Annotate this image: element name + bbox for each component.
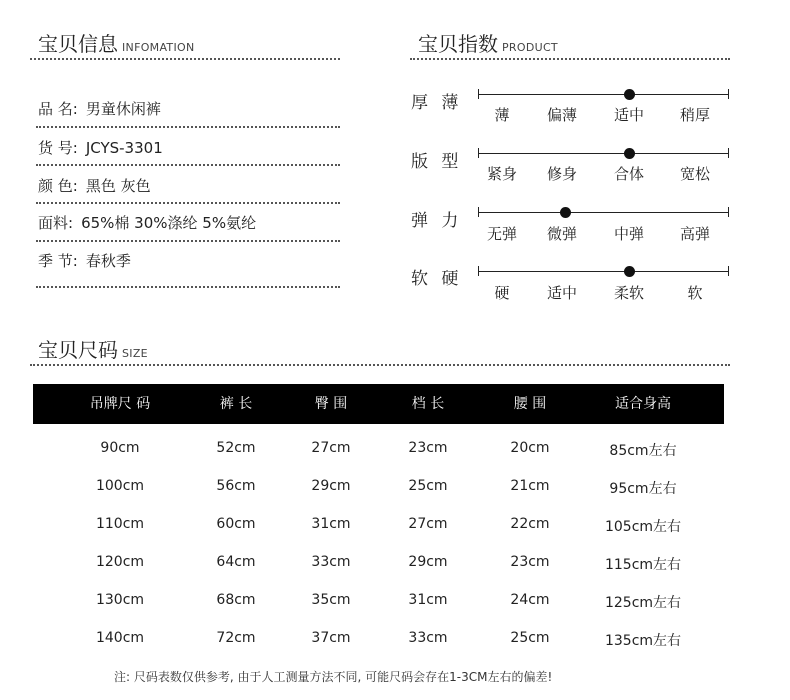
size-table-cell: 105cm左右 — [604, 519, 682, 535]
size-table-cell: 29cm — [311, 478, 351, 494]
index-option: 高弹 — [679, 225, 710, 243]
info-title-en: INFOMATION — [122, 41, 195, 54]
index-option: 薄 — [494, 106, 510, 124]
size-table-cell: 60cm — [216, 516, 256, 532]
size-table-cell: 130cm — [95, 592, 145, 608]
size-title-en: SIZE — [122, 347, 148, 360]
index-option: 宽松 — [679, 165, 710, 183]
index-scale — [478, 153, 728, 154]
info-row — [38, 175, 151, 196]
divider — [36, 286, 340, 288]
index-label: 软 硬 — [411, 269, 463, 289]
index-option: 微弹 — [546, 225, 577, 243]
size-table-cell: 23cm — [510, 554, 550, 570]
info-value: 男童休闲裤 — [85, 100, 161, 118]
divider — [36, 164, 340, 166]
size-table-cell: 37cm — [311, 630, 351, 646]
size-table-cell: 100cm — [95, 478, 145, 494]
info-label: 货 号: — [38, 139, 78, 157]
divider — [30, 364, 730, 366]
size-table-cell: 33cm — [311, 554, 351, 570]
size-table-cell: 140cm — [95, 630, 145, 646]
scale-tick — [478, 266, 479, 276]
index-option: 合体 — [613, 165, 644, 183]
index-title: 宝贝指数 — [418, 32, 498, 56]
scale-tick — [728, 207, 729, 217]
info-section-title — [38, 28, 194, 57]
size-table-cell: 31cm — [311, 516, 351, 532]
size-table-header-cell: 适合身高 — [615, 396, 671, 412]
info-label: 品 名: — [38, 100, 78, 118]
size-table-cell: 95cm左右 — [609, 481, 677, 497]
index-option: 稍厚 — [679, 106, 710, 124]
divider — [36, 240, 340, 242]
index-scale — [478, 94, 728, 95]
size-table-cell: 125cm左右 — [604, 595, 682, 611]
index-label: 弹 力 — [411, 211, 463, 231]
divider — [36, 126, 340, 128]
info-label: 颜 色: — [38, 177, 78, 195]
index-option: 偏薄 — [546, 106, 577, 124]
size-table-cell: 20cm — [510, 440, 550, 456]
size-table-cell: 120cm — [95, 554, 145, 570]
size-table-cell: 90cm — [100, 440, 140, 456]
scale-tick — [728, 148, 729, 158]
index-option: 软 — [687, 284, 703, 302]
size-table-cell: 21cm — [510, 478, 550, 494]
index-option: 适中 — [613, 106, 644, 124]
info-label: 面料: — [38, 214, 74, 232]
size-table-cell: 23cm — [408, 440, 448, 456]
size-table-cell: 33cm — [408, 630, 448, 646]
size-table-cell: 22cm — [510, 516, 550, 532]
divider — [410, 58, 730, 60]
size-table-cell: 24cm — [510, 592, 550, 608]
size-note: 注: 尺码表数仅供参考, 由于人工测量方法不同, 可能尺码会存在1-3CM左右的偏差! — [114, 670, 553, 684]
info-value: 黑色 灰色 — [85, 177, 151, 195]
size-table-cell: 31cm — [408, 592, 448, 608]
info-value: 春秋季 — [85, 252, 131, 270]
size-table-header-cell: 档 长 — [411, 396, 445, 412]
index-option: 柔软 — [613, 284, 644, 302]
index-section-title — [418, 28, 558, 57]
info-value: 65%棉 30%涤纶 5%氨纶 — [81, 214, 257, 232]
size-table-cell: 72cm — [216, 630, 256, 646]
scale-tick — [478, 207, 479, 217]
size-table-cell: 29cm — [408, 554, 448, 570]
size-title: 宝贝尺码 — [38, 338, 118, 362]
info-row — [38, 98, 161, 119]
index-option: 硬 — [494, 284, 510, 302]
info-label: 季 节: — [38, 252, 78, 270]
size-table-cell: 52cm — [216, 440, 256, 456]
info-title: 宝贝信息 — [38, 32, 118, 56]
size-table-header-cell: 臀 围 — [314, 396, 348, 412]
scale-tick — [728, 266, 729, 276]
size-table-cell: 25cm — [408, 478, 448, 494]
index-option: 紧身 — [486, 165, 517, 183]
size-table-cell: 110cm — [95, 516, 145, 532]
size-table-cell: 64cm — [216, 554, 256, 570]
scale-marker — [624, 89, 635, 100]
index-label: 版 型 — [411, 152, 463, 172]
size-table-header-cell: 裤 长 — [219, 396, 253, 412]
index-option: 无弹 — [486, 225, 517, 243]
size-table-header-cell: 吊牌尺 码 — [89, 396, 151, 412]
size-table-cell: 135cm左右 — [604, 633, 682, 649]
size-table-cell: 85cm左右 — [609, 443, 677, 459]
info-row — [38, 250, 131, 271]
info-row — [38, 137, 163, 158]
size-table-cell: 25cm — [510, 630, 550, 646]
index-option: 中弹 — [613, 225, 644, 243]
size-table-cell: 35cm — [311, 592, 351, 608]
size-table-cell: 115cm左右 — [604, 557, 682, 573]
index-scale — [478, 271, 728, 272]
index-scale — [478, 212, 728, 213]
info-value: JCYS-3301 — [85, 139, 163, 157]
scale-marker — [560, 207, 571, 218]
size-section-title — [38, 334, 148, 363]
index-label: 厚 薄 — [411, 93, 463, 113]
index-title-en: PRODUCT — [502, 41, 558, 54]
index-option: 修身 — [546, 165, 577, 183]
divider — [36, 202, 340, 204]
scale-tick — [728, 89, 729, 99]
size-table-header — [33, 384, 724, 424]
scale-marker — [624, 148, 635, 159]
scale-tick — [478, 89, 479, 99]
size-table-header-cell: 腰 围 — [513, 396, 547, 412]
scale-marker — [624, 266, 635, 277]
size-table-cell: 27cm — [408, 516, 448, 532]
size-table-cell: 56cm — [216, 478, 256, 494]
index-option: 适中 — [546, 284, 577, 302]
divider — [30, 58, 340, 60]
size-table-cell: 27cm — [311, 440, 351, 456]
scale-tick — [478, 148, 479, 158]
info-row — [38, 212, 256, 233]
size-table-cell: 68cm — [216, 592, 256, 608]
